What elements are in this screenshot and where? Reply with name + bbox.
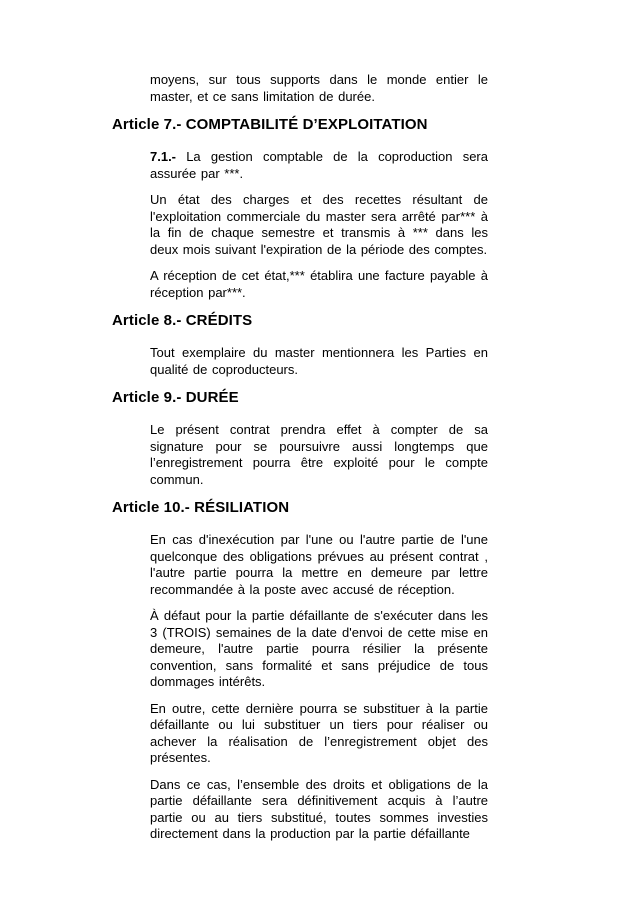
body-paragraph: A réception de cet état,*** établira une facture payable à réception par***. [150, 268, 488, 300]
article-heading: Article 9.- DURÉE [112, 389, 239, 406]
article-heading: Article 10.- RÉSILIATION [112, 499, 290, 516]
clause-text: La gestion comptable de la coproduction sera assurée par ***. [150, 149, 488, 181]
body-paragraph: Dans ce cas, l’ensemble des droits et obligations de la partie défaillante sera définitivement acquis à l’autre partie ou au tiers substitué, toutes sommes investies directement dans la production par la partie défaillante [150, 776, 488, 841]
clause-number: 7.1.- [150, 149, 177, 164]
body-paragraph: En cas d'inexécution par l'une ou l'autre partie de l'une quelconque des obligations prévues au présent contrat , l'autre partie pourra la mettre en demeure par lettre recommandée à la poste avec accusé de réception. [150, 532, 488, 597]
body-paragraph: À défaut pour la partie défaillante de s'exécuter dans les 3 (TROIS) semaines de la date d'envoi de cette mise en demeure, l'autre partie pourra résilier la présente convention, sans formalité et sans préjudice de tous dommages intérêts. [150, 608, 488, 689]
body-paragraph: Un état des charges et des recettes résultant de l'exploitation commerciale du master sera arrêté par*** à la fin de chaque semestre et transmis à *** dans les deux mois suivant l'expiration de la période des comptes. [150, 192, 488, 257]
body-paragraph [150, 149, 488, 182]
body-paragraph: moyens, sur tous supports dans le monde entier le master, et ce sans limitation de durée. [150, 72, 488, 104]
article-heading: Article 8.- CRÉDITS [112, 312, 253, 329]
body-paragraph: Le présent contrat prendra effet à compter de sa signature pour se poursuivre aussi longtemps que l’enregistrement pourra être exploité pour le compte commun. [150, 422, 488, 487]
article-heading: Article 7.- COMPTABILITÉ D’EXPLOITATION [112, 116, 428, 133]
body-paragraph: En outre, cette dernière pourra se substituer à la partie défaillante ou lui substituer un tiers pour réaliser ou achever la réalisation de l’enregistrement objet des présentes. [150, 700, 488, 765]
body-paragraph: Tout exemplaire du master mentionnera les Parties en qualité de coproducteurs. [150, 345, 488, 377]
